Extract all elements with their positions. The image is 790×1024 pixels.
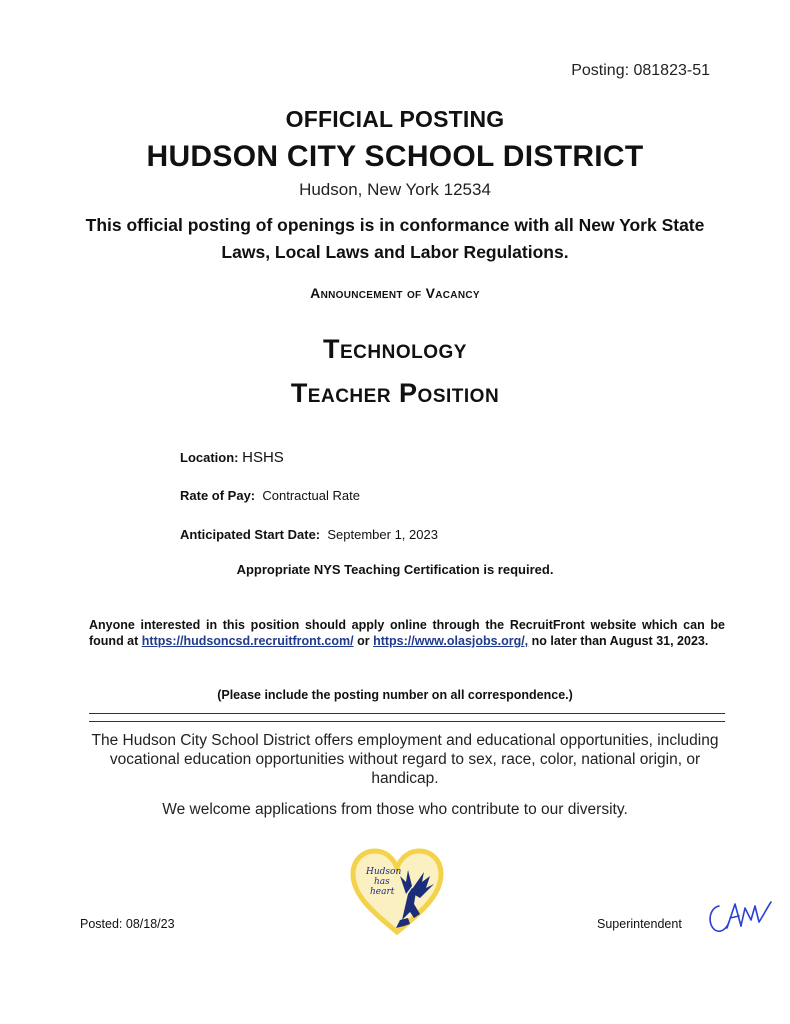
olasjobs-link[interactable]: https://www.olasjobs.org/,: [373, 634, 529, 648]
posting-number: Posting: 081823-51: [571, 62, 710, 79]
location-label: Location:: [180, 450, 239, 465]
superintendent-label: Superintendent: [597, 917, 682, 931]
logo-text-heart: heart: [370, 887, 395, 897]
divider-rule-bottom: [89, 721, 725, 722]
application-instructions: [89, 617, 725, 649]
announcement-of-vacancy: Announcement of Vacancy: [310, 285, 480, 301]
start-date-row: [180, 527, 438, 542]
district-name: HUDSON CITY SCHOOL DISTRICT: [146, 140, 644, 173]
start-date-label: Anticipated Start Date:: [180, 527, 321, 542]
logo-text-hudson: Hudson: [366, 867, 402, 877]
certification-requirement: Appropriate NYS Teaching Certification is required.: [236, 562, 554, 577]
start-date-value: September 1, 2023: [327, 527, 438, 542]
signature-icon: [703, 888, 773, 940]
include-posting-number-note: (Please include the posting number on all correspondence.): [217, 688, 573, 702]
rate-of-pay-row: [180, 488, 360, 503]
hudson-has-heart-logo: [350, 848, 444, 936]
position-title-line-2: Teacher Position: [290, 378, 500, 408]
superintendent-signature: [703, 888, 773, 940]
rate-of-pay-value: Contractual Rate: [262, 488, 360, 503]
apply-text-or: or: [357, 634, 370, 648]
conformance-line-1: This official posting of openings is in conformance with all New York State: [85, 215, 705, 235]
apply-text-start: Anyone interested in this position should apply online through the RecruitFront website which can be found at: [89, 618, 725, 648]
divider-rule-top: [89, 713, 725, 714]
location-row: [180, 449, 284, 466]
heart-eagle-icon: [350, 848, 444, 936]
position-title-line-1: Technology: [323, 334, 467, 364]
apply-text-deadline: no later than August 31, 2023.: [531, 634, 709, 648]
conformance-line-2: Laws, Local Laws and Labor Regulations.: [221, 242, 569, 262]
district-location: Hudson, New York 12534: [299, 180, 491, 199]
official-posting-heading: OFFICIAL POSTING: [285, 106, 505, 132]
diversity-statement: We welcome applications from those who contribute to our diversity.: [162, 801, 628, 818]
conformance-statement: [60, 212, 730, 266]
logo-text-has: has: [374, 877, 390, 887]
recruitfront-link[interactable]: https://hudsoncsd.recruitfront.com/: [141, 634, 354, 648]
location-value: HSHS: [242, 449, 284, 466]
posted-date: Posted: 08/18/23: [80, 917, 175, 931]
rate-of-pay-label: Rate of Pay:: [180, 488, 256, 503]
equal-opportunity-statement: The Hudson City School District offers employment and educational opportunities, including vocational education opportunities without regard to sex, race, color, national origin, or handicap.: [91, 732, 719, 787]
